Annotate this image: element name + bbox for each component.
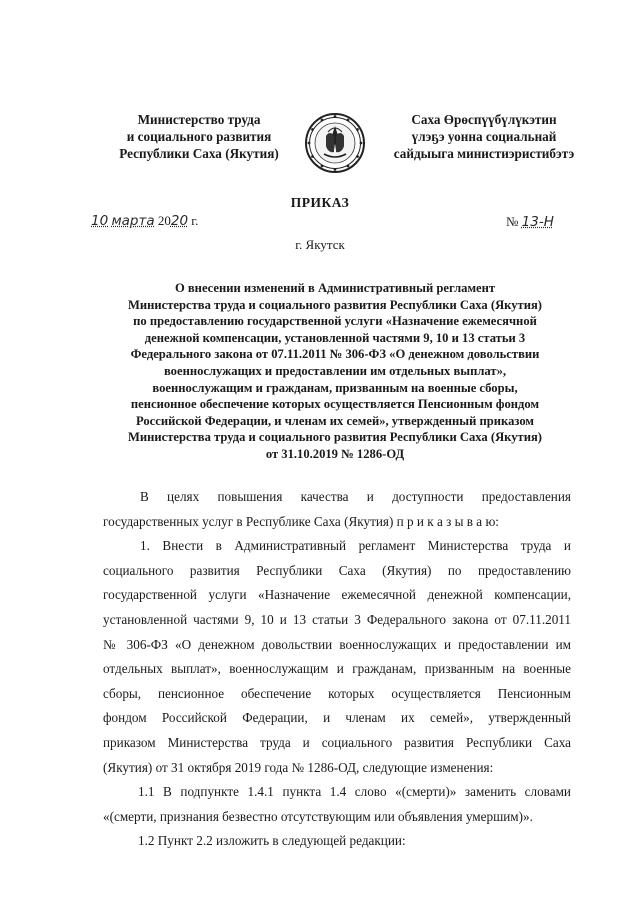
body-line: 1.1 В подпункте 1.4.1 пункта 1.4 слово «(смерти)» заменить словами xyxy=(138,784,571,800)
date-suffix: г. xyxy=(191,213,199,228)
intro-paragraph xyxy=(103,485,571,534)
ministry-name-russian xyxy=(104,111,294,162)
body-line: государственной услуги «Назначение ежемесячной денежной компенсации, xyxy=(103,587,571,603)
ministry-name-line: Министерство труда xyxy=(137,112,261,127)
body-line: 1.2 Пункт 2.2 изложить в следующей редакции: xyxy=(138,833,406,849)
ministry-name-line: сайдыыга министиэристибэтэ xyxy=(393,146,575,161)
body-line: № 306-ФЗ «О денежном довольствии военнослужащих и предоставлении им xyxy=(103,636,571,652)
document-number xyxy=(506,214,554,230)
date-day: 10 xyxy=(91,213,109,229)
title-line: от 31.10.2019 № 1286-ОД xyxy=(265,446,405,461)
number-prefix: № xyxy=(506,214,519,229)
body-line: государственных услуг в Республике Саха (Якутия) п р и к а з ы в а ю: xyxy=(103,513,499,529)
body-line: социального развития Республики Саха (Якутия) по предоставлению xyxy=(103,562,571,578)
body-line: (Якутия) от 31 октября 2019 года № 1286-ОД, следующие изменения: xyxy=(103,759,494,775)
number-value: 13-Н xyxy=(521,214,554,230)
title-line: Министерства труда и социального развития Республики Саха (Якутия) xyxy=(127,430,542,445)
document-city: г. Якутск xyxy=(295,237,345,252)
order-body xyxy=(103,485,571,854)
title-line: Министерства труда и социального развития Республики Саха (Якутия) xyxy=(127,297,542,312)
date-year-prefix: 20 xyxy=(157,213,171,228)
body-line: 1. Внести в Административный регламент Министерства труда и xyxy=(140,538,571,554)
body-line: установленной частями 9, 10 и 13 статьи 3 Федерального закона от 07.11.2011 xyxy=(103,611,571,627)
body-line: «(смерти, признания безвестно отсутствующим или объявления умершим)». xyxy=(103,808,533,824)
body-line: отдельных выплат», военнослужащим и гражданам, призванным на военные xyxy=(103,661,571,677)
title-line: Федерального закона от 07.11.2011 № 306-ФЗ «О денежном довольствии xyxy=(130,347,540,362)
coat-of-arms-icon xyxy=(304,112,366,174)
ministry-name-line: Республики Саха (Якутия) xyxy=(119,146,279,161)
title-line: военнослужащим и гражданам, призванным на военные сборы, xyxy=(152,380,518,395)
body-line: фондом Российской Федерации, и членам их семей», утвержденный xyxy=(103,710,571,726)
title-line: пенсионное обеспечение которых осуществляется Пенсионным фондом xyxy=(130,397,540,412)
ministry-name-line: үлэҕэ уонна социальнай xyxy=(411,129,557,144)
ministry-name-line: и социального развития xyxy=(126,129,272,144)
document-date xyxy=(91,213,198,229)
title-line: военнослужащих и предоставлении им отдельных выплат», xyxy=(163,363,507,378)
order-subject-title xyxy=(85,280,585,463)
date-month: марта xyxy=(111,213,155,229)
document-type-title: ПРИКАЗ xyxy=(290,195,350,210)
item-1-2-paragraph xyxy=(103,829,571,854)
body-line: сборы, пенсионное обеспечение которых осуществляется Пенсионным xyxy=(103,685,571,701)
title-line: Российской Федерации, и членам их семей», утвержденный приказом xyxy=(135,413,535,428)
date-year-suffix: 20 xyxy=(170,213,189,229)
ministry-name-yakut xyxy=(384,111,584,162)
title-line: О внесении изменений в Административный регламент xyxy=(174,281,496,295)
body-line: В целях повышения качества и доступности предоставления xyxy=(140,489,571,504)
item-1-1-paragraph xyxy=(103,780,571,829)
ministry-name-line: Саха Өрөспүүбүлүкэтин xyxy=(411,112,557,127)
title-line: по предоставлению государственной услуги «Назначение ежемесячной xyxy=(133,314,537,329)
item-1-paragraph xyxy=(103,534,571,780)
body-line: приказом Министерства труда и социального развития Республики Саха xyxy=(103,734,571,750)
title-line: денежной компенсации, установленной частями 9, 10 и 13 статьи 3 xyxy=(144,330,526,345)
